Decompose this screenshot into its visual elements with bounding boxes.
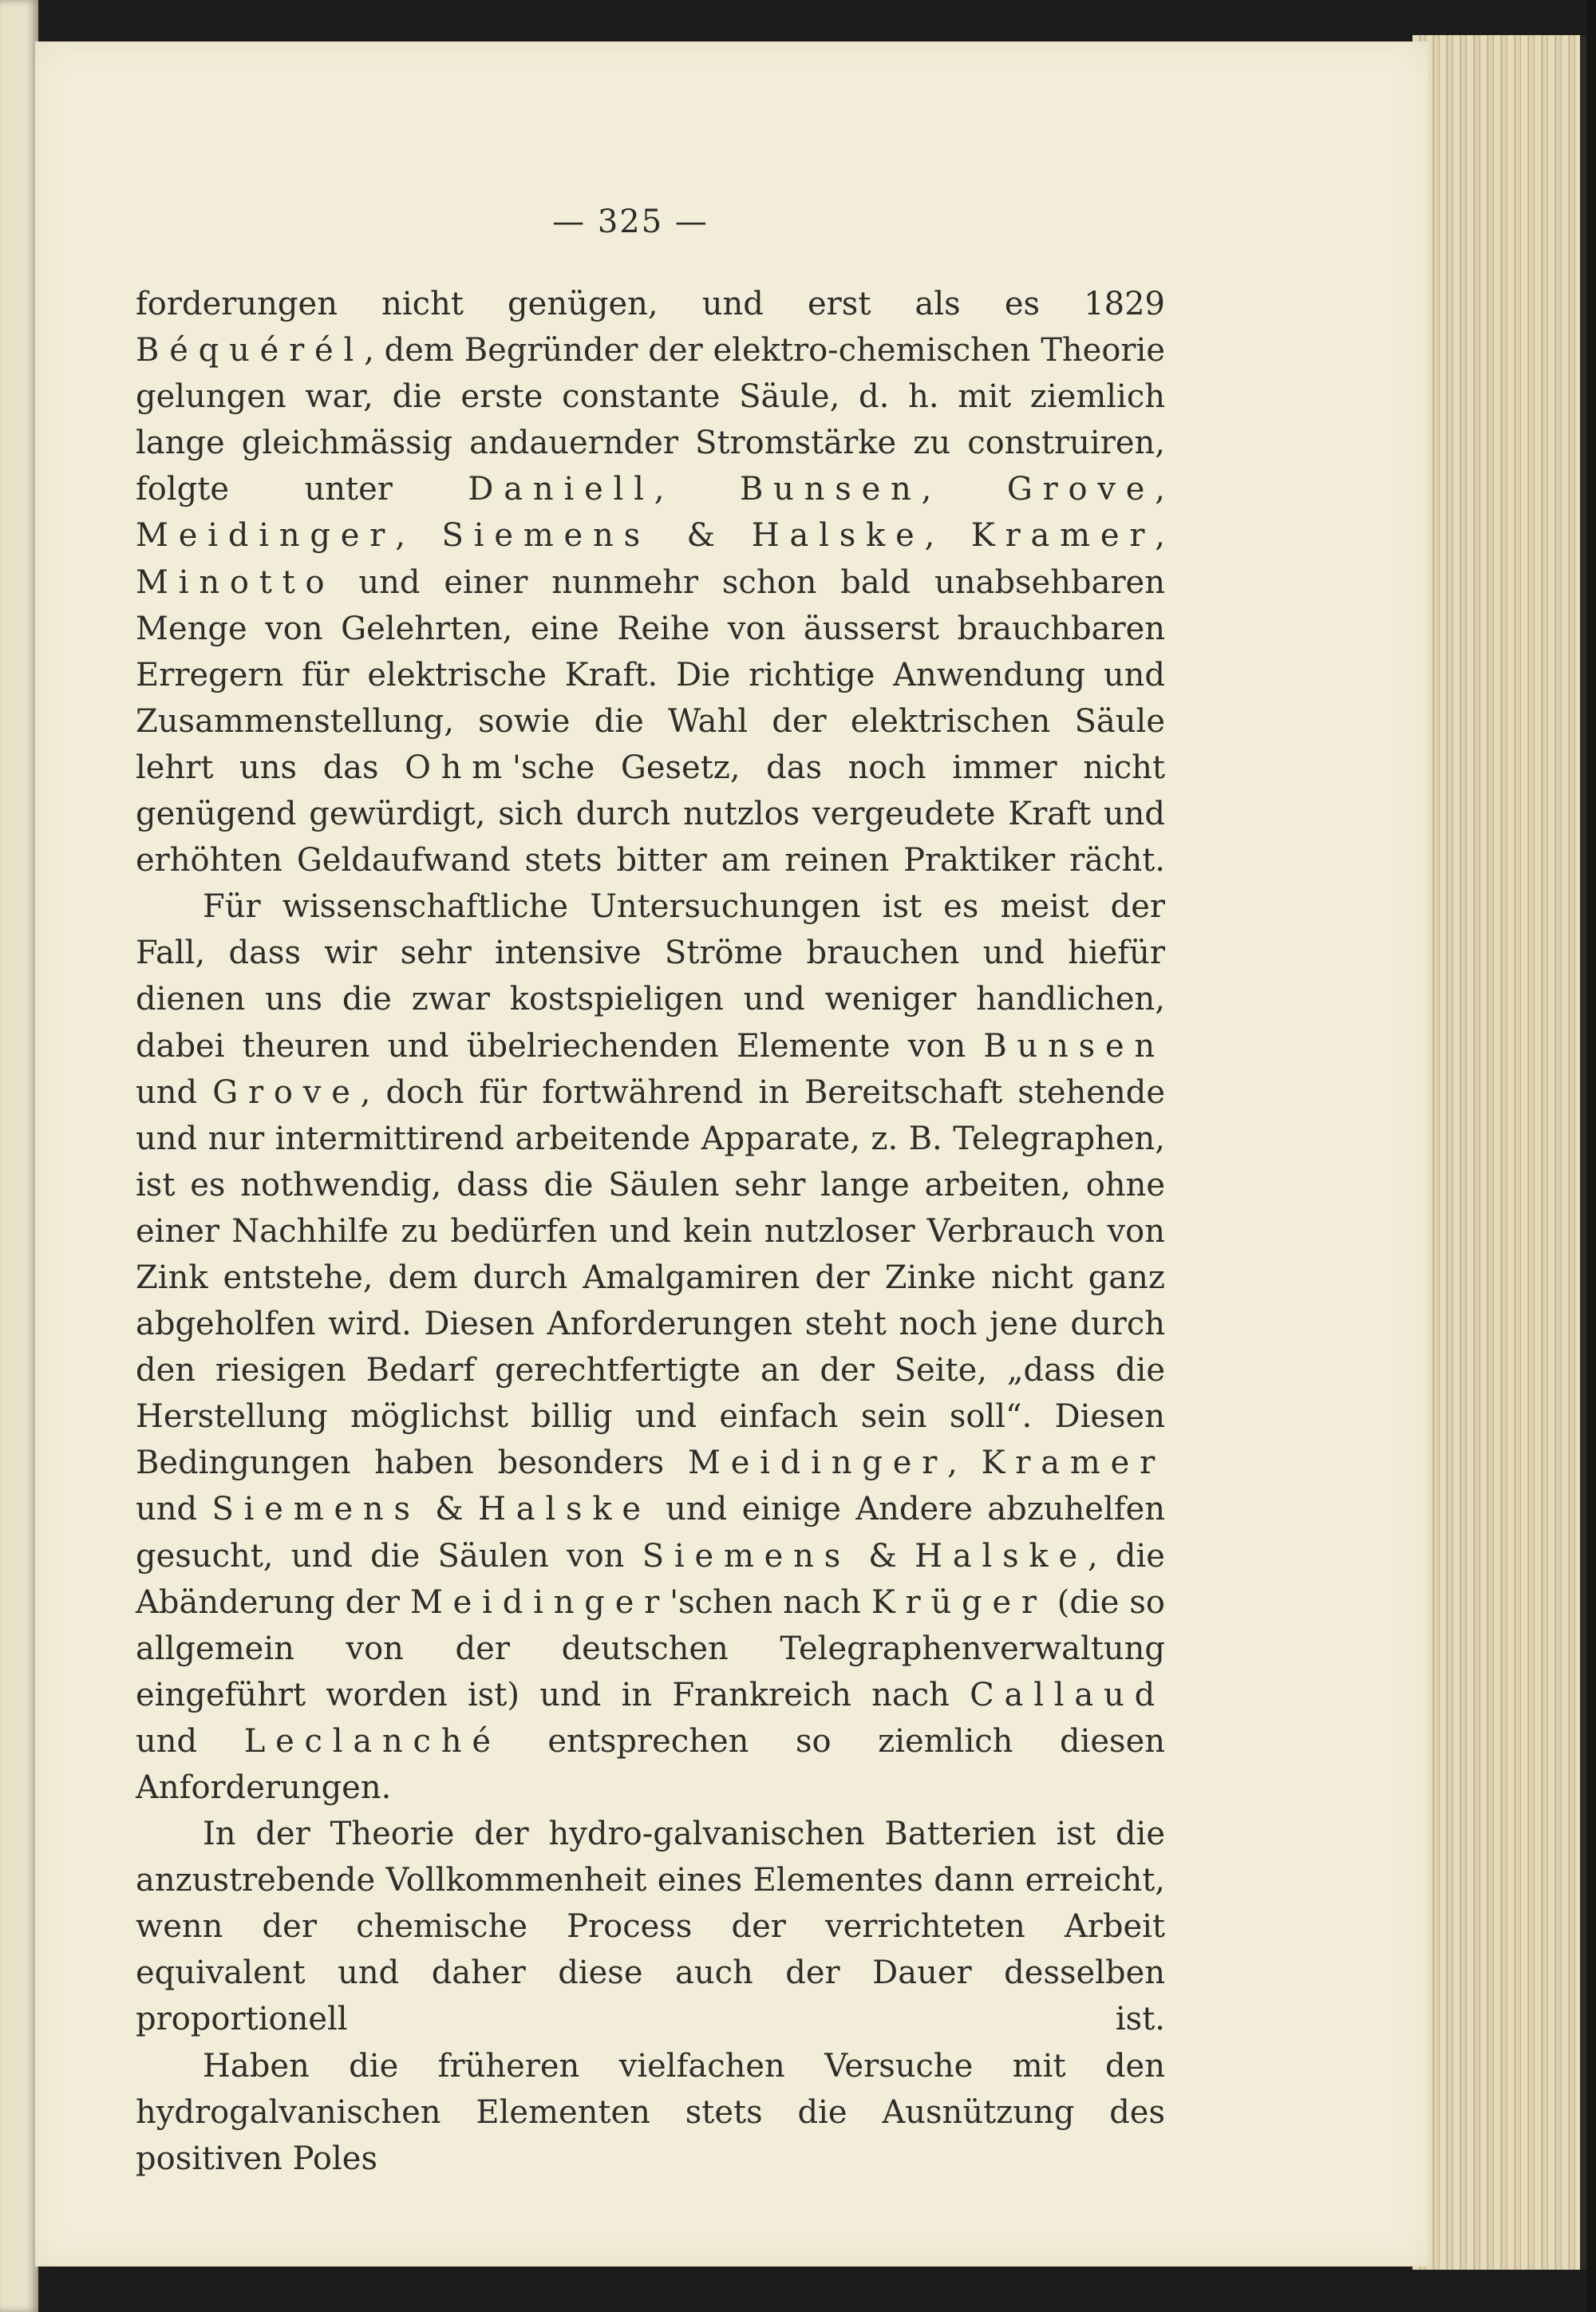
spaced-name: Meidinger [409,1583,670,1621]
text-run: , [654,471,740,508]
text-run: , [921,471,1007,508]
text-run: 'sche Gesetz, das noch immer nicht genügend gewürdigt, sich durch nutzlos vergeudete Kraft und erhöhten Geldaufwand stets bitter am reinen Praktiker rächt. [136,749,1165,879]
text-run: und [136,1491,212,1528]
text-run: , dem Begründer der elektro-chemischen Theorie gelungen war, die erste constante Säule, d. h. mit ziemlich lange gleichmässig andauernder Stromstärke zu construiren, folgte unter [136,332,1165,508]
spaced-name: Daniell [468,471,654,508]
spaced-name: Siemens [642,1537,851,1575]
spaced-name: Kramer [981,1445,1165,1482]
text-run: , die Abänderung der [136,1537,1165,1621]
text-run: , [395,517,442,555]
spaced-name: Grove [1006,471,1156,508]
spaced-name: Béquérél [136,332,365,370]
spaced-name: Bunsen [983,1027,1165,1065]
text-run: und einige Andere abzuhelfen gesucht, und die Säulen von [136,1491,1165,1575]
text-run: , [1155,517,1165,555]
page-number-header: — 325 — [552,204,709,240]
spaced-name: Ohm [405,749,512,786]
text-run: , [924,517,971,555]
spaced-name: Halske [478,1491,651,1528]
spaced-name: Bunsen [739,471,922,508]
spaced-name: Grove [212,1073,361,1111]
text-run: In der Theorie der hydro-galvanischen Batterien ist die anzustrebende Vollkommenheit eines Elementes dann erreicht, wenn der chemische Process der verrichteten Arbeit equivalent und daher diese auch der Dauer desselben proportionell ist. [136,1816,1165,2038]
text-run: (die so allgemein von der deutschen Telegraphenverwaltung eingeführt worden ist) und in Frankreich nach [136,1583,1166,1713]
spaced-name: Siemens [441,517,650,555]
paragraph-3 [136,1811,1165,2042]
spaced-name: Kramer [970,517,1156,555]
text-run: & [420,1491,479,1528]
spaced-name: Leclanché [243,1722,501,1760]
text-run: , doch für fortwährend in Bereitschaft stehende und nur intermittirend arbeitende Apparate, z. B. Telegraphen, ist es nothwendig, dass die Säulen sehr lange arbeiten, ohne einer Nachhilfe zu bedürfen und kein nutzloser Verbrauch von Zink entstehe, dem durch Amalgamiren der Zinke nicht ganz abgeholfen wird. Diesen Anforderungen steht noch jene durch den riesigen Bedarf gerechtfertigte an der Seite, „dass die Herstellung möglichst billig und einfach sein soll“. Diesen Bedingungen haben besonders [136,1073,1166,1482]
book-cover-edge [1586,0,1596,2312]
text-run: forderungen nicht genügen, und erst als es 1829 [136,286,1165,322]
text-run: entsprechen so ziemlich diesen Anforderungen. [136,1722,1166,1806]
spaced-name: Krüger [871,1583,1047,1621]
text-run: & [650,517,752,555]
spaced-name: Halske [915,1537,1088,1575]
text-run: , [1155,471,1165,508]
paragraph-4 [136,2043,1165,2182]
paragraph-1 [136,281,1165,883]
spaced-name: Halske [751,517,925,555]
text-run: und [136,1722,244,1760]
spaced-name: Callaud [970,1676,1165,1713]
text-run: und [136,1073,213,1111]
text-run: & [851,1537,915,1575]
page-stack-edges [1412,35,1586,2270]
spaced-name: Meidinger [136,517,396,555]
paragraph-2 [136,883,1165,1811]
body-text [136,281,1165,2182]
text-run: und einer nunmehr schon bald unabsehbaren Menge von Gelehrten, eine Reihe von äusserst brauchbaren Erregern für elektrische Kraft. Die richtige Anwendung und Zusammenstellung, sowie die Wahl der elektrischen Säule lehrt uns das [136,563,1165,786]
text-run: Für wissenschaftliche Untersuchungen ist es meist der Fall, dass wir sehr intensive Ströme brauchen und hiefür dienen uns die zwar kostspieligen und weniger handlichen, dabei theuren und übelriechenden Elemente von [136,888,1165,1065]
text-run: , [947,1445,982,1482]
text-run: Haben die früheren vielfachen Versuche mit den hydrogalvanischen Elementen stets die Ausnützung des positiven Poles [136,2047,1165,2177]
text-run: 'schen nach [670,1583,871,1621]
spaced-name: Siemens [211,1491,421,1528]
spaced-name: Minotto [136,563,335,601]
facing-page-edge [0,0,38,2312]
spaced-name: Meidinger [687,1445,948,1482]
